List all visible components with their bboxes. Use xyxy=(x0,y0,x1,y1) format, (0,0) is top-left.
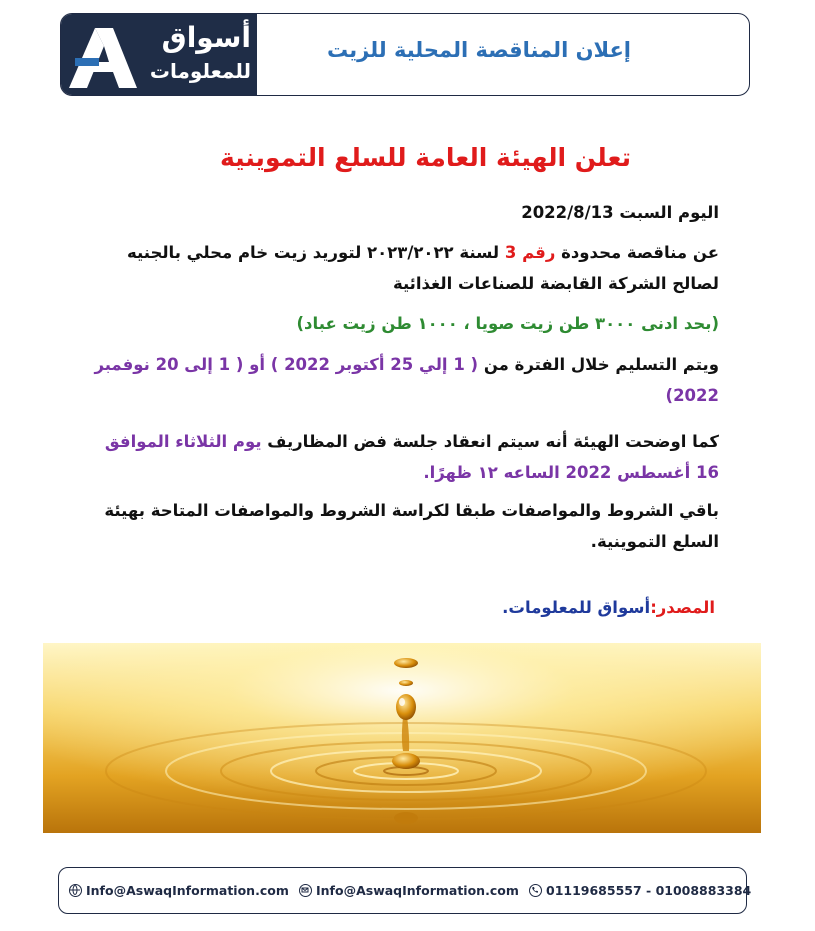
oil-drop-image xyxy=(43,643,761,833)
tender-paragraph xyxy=(94,237,719,299)
globe-icon xyxy=(69,884,82,897)
logo-a-icon xyxy=(69,28,137,88)
terms-paragraph: باقي الشروط والمواصفات طبقا لكراسة الشروط والمواصفات المتاحة بهيئة السلع التموينية. xyxy=(104,501,719,551)
announcement-headline: تعلن الهيئة العامة للسلع التموينية xyxy=(219,143,631,172)
source-label: المصدر: xyxy=(650,598,715,617)
logo-text-aswaq: أسواق xyxy=(161,21,251,54)
delivery-period: ( 1 إلي 25 أكتوبر 2022 ) أو ( 1 إلى 20 نوفمبر 2022) xyxy=(94,355,719,405)
quantity-note: (بحد ادنى ٣٠٠٠ طن زيت صويا ، ١٠٠٠ طن زيت عباد) xyxy=(296,314,719,333)
logo-text-information: للمعلومات xyxy=(149,59,251,83)
source-line xyxy=(90,592,715,623)
bid-opening-date: يوم الثلاثاء الموافق 16 أغسطس 2022 الساعه ١٢ ظهرًا. xyxy=(104,432,719,482)
delivery-paragraph xyxy=(94,349,719,411)
header-banner xyxy=(60,13,750,96)
contact-footer xyxy=(58,867,752,914)
tender-number: رقم 3 xyxy=(504,243,556,262)
aswaq-logo xyxy=(61,14,257,95)
tender-text-start: عن مناقصة محدودة xyxy=(555,243,719,262)
email-text: Info@AswaqInformation.com xyxy=(316,883,519,898)
source-value: أسواق للمعلومات. xyxy=(502,598,651,617)
tender-text-end: لسنة ٢٠٢٣/٢٠٢٢ لتوريد زيت خام محلي بالجنيه لصالح الشركة القابضة للصناعات الغذائية xyxy=(126,243,719,293)
footer-phone[interactable] xyxy=(529,883,751,898)
delivery-text: ويتم التسليم خلال الفترة من xyxy=(478,355,719,374)
email-icon xyxy=(299,884,312,897)
phone-icon xyxy=(529,884,542,897)
footer-email[interactable] xyxy=(299,883,519,898)
phone-text: 01119685557 - 01008883384 xyxy=(546,883,752,898)
website-text: Info@AswaqInformation.com xyxy=(86,883,289,898)
date-line: اليوم السبت 2022/8/13 xyxy=(521,203,719,222)
bid-opening-text: كما اوضحت الهيئة أنه سيتم انعقاد جلسة فض المظاريف xyxy=(261,432,719,451)
page-title: إعلان المناقصة المحلية للزيت xyxy=(327,38,631,62)
bid-opening-paragraph xyxy=(94,426,719,488)
oil-drop-illustration xyxy=(43,643,761,833)
footer-website[interactable] xyxy=(69,883,289,898)
